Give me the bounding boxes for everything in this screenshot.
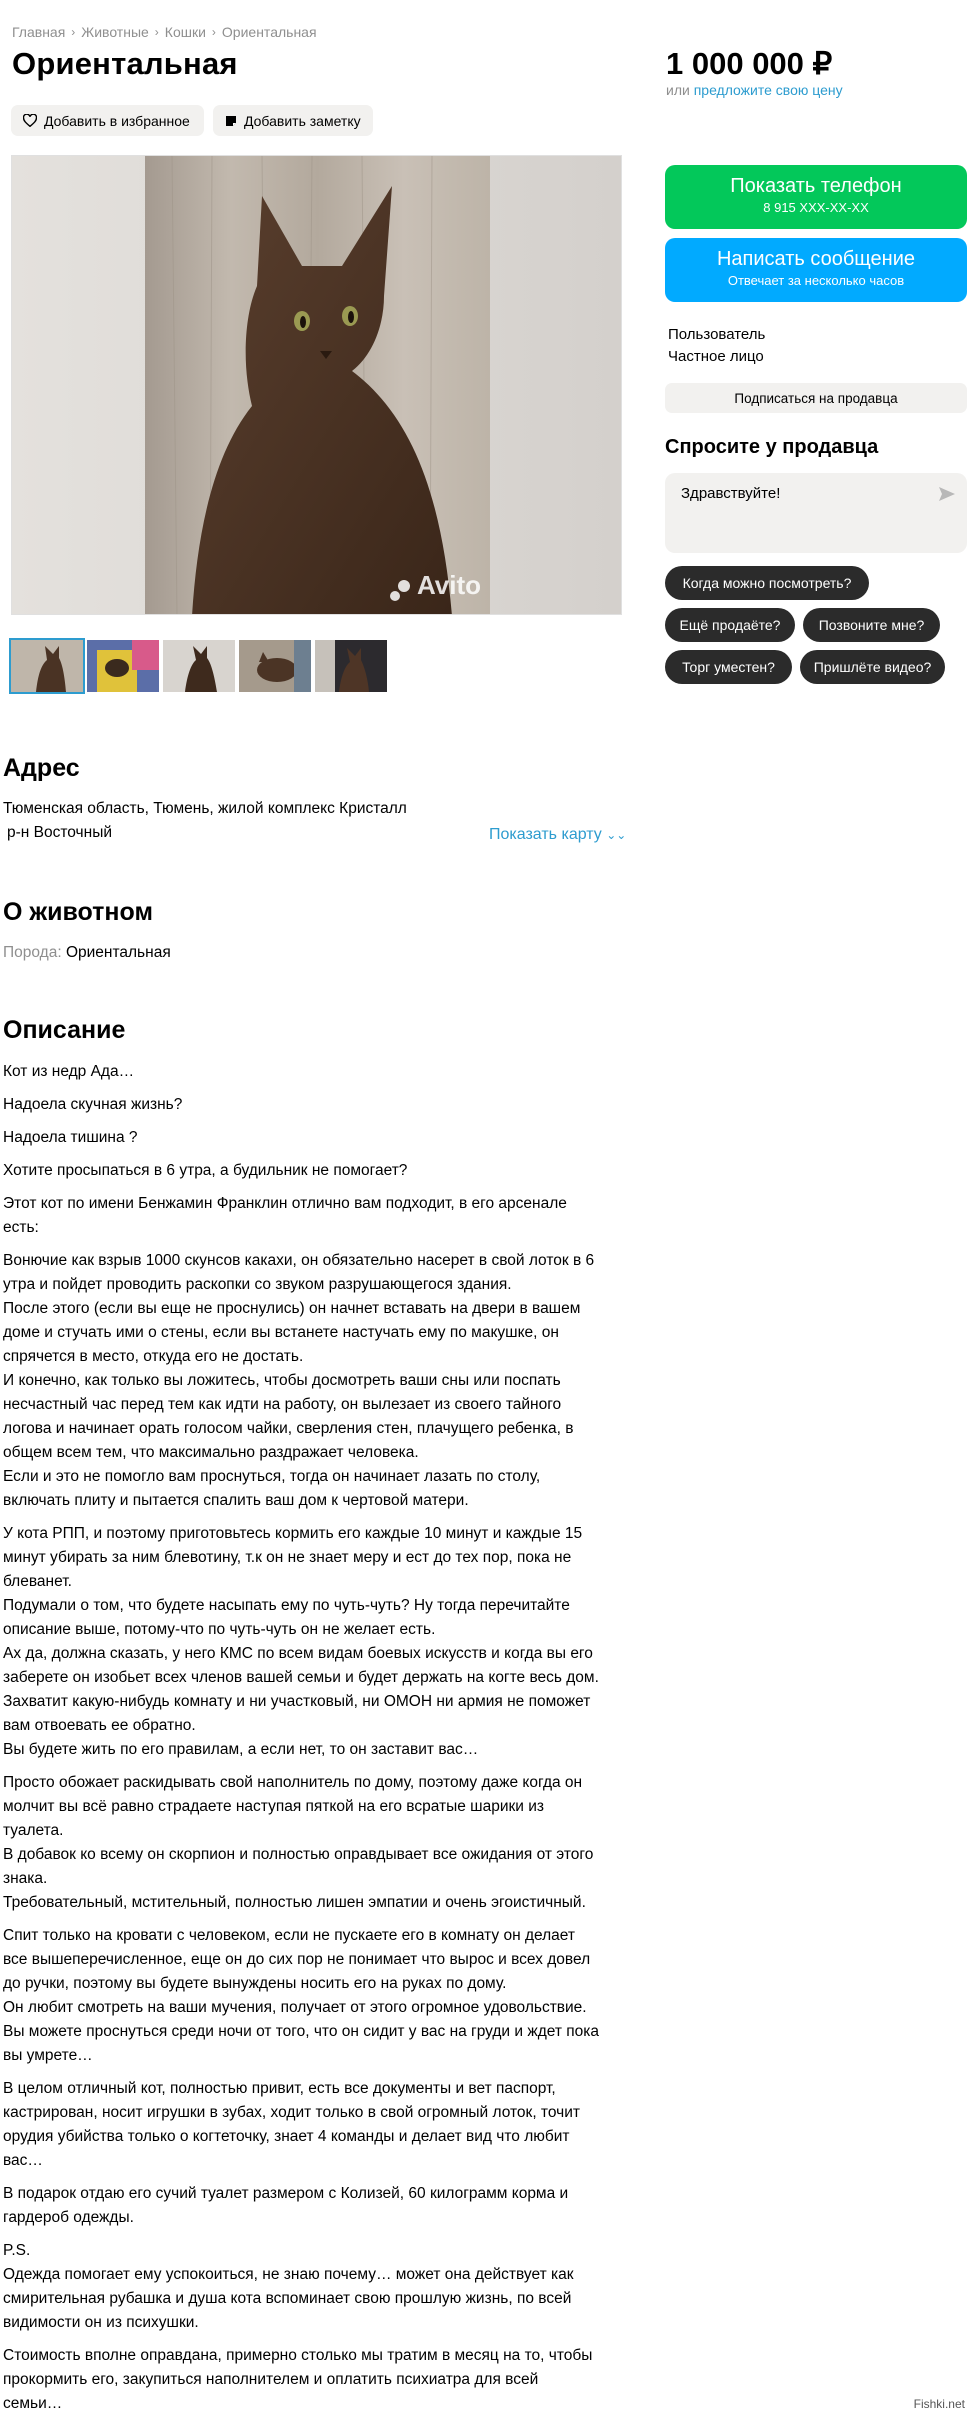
about-animal-heading: О животном <box>3 898 153 926</box>
suggestion-chip[interactable]: Позвоните мне? <box>803 608 940 642</box>
description-paragraph: В подарок отдаю его сучий туалет размером с Колизей, 60 килограмм корма и гардероб одежды. <box>3 2185 569 2226</box>
phone-masked: 8 915 XXX-XX-XX <box>763 200 869 215</box>
note-icon <box>225 115 237 127</box>
description-paragraph: У кота РПП, и поэтому приготовьтесь кормить его каждые 10 минут и каждые 15 минут убирать за ним блевотину, т.к он не знает меру и ест до тех пор, пока не блеванет. Подумали о том, что будете насыпать ему по чуть-чуть? Ну тогда перечитайте описание выше, потому-что по чуть-чуть он не желает есть. Ах да, должна сказать, у него КМС по всем видам боевых искусств и когда вы его заберете он изобьет всех членов вашей семьи и будет держать на когте весь дом. Захватит какую-нибудь комнату и ни участковый, ни ОМОН ни армия не поможет вам отвоевать ее обратно. Вы будете жить по его правилам, а если нет, то он заставит вас… <box>3 1525 599 1758</box>
description-paragraph: Просто обожает раскидывать свой наполнитель по дому, поэтому даже когда он молчит вы всё равно страдаете наступая пяткой на его всратые шарики из туалета. В добавок ко всему он скорпион и полностью оправдывает все ожидания от этого знака. Требовательный, мстительный, полностью лишен эмпатии и очень эгоистичный. <box>3 1774 594 1911</box>
description-paragraph: В целом отличный кот, полностью привит, есть все документы и вет паспорт, кастрирован, носит игрушки в зубах, ходит только в свой огромный лоток, точит орудия убийства только о когтеточку, знает 4 команды и делает вид что любит вас… <box>3 2080 580 2169</box>
ask-seller-input-value: Здравствуйте! <box>681 485 781 502</box>
avito-watermark: Avito <box>417 570 482 600</box>
thumbnail[interactable] <box>239 640 311 692</box>
breadcrumb-item[interactable]: Ориентальная <box>221 24 317 40</box>
price-offer <box>666 82 843 98</box>
show-phone-label: Показать телефон <box>730 175 902 197</box>
description-paragraph: Вонючие как взрыв 1000 скунсов какахи, он обязательно насерет в свой лоток в 6 утра и пойдет проводить раскопки со звуком разрушающегося здания. После этого (если вы еще не проснулись) он начнет вставать на двери в вашем доме и стучать ими о стены, если вы встанете настучать ему по макушке, он спрячется в место, откуда его не достать. И конечно, как только вы ложитесь, чтобы досмотреть ваши сны или поспать несчастный час перед тем как идти на работу, он вылезает из своего тайного логова и начинает орать голосом чайки, сверления стен, плачущего ребенка, в общем всем тем, что максимально раздражает человека. Если и это не помогло вам проснуться, тогда он начинает лазать по столу, включать плиту и пытается спалить ваш дом к чертовой матери. <box>3 1252 595 1509</box>
add-to-favorites-button[interactable] <box>11 105 204 136</box>
cat-photo <box>12 156 622 615</box>
suggestion-chip[interactable]: Когда можно посмотреть? <box>665 566 869 600</box>
suggestion-chip[interactable]: Ещё продаёте? <box>665 608 795 642</box>
thumbnail[interactable] <box>315 640 387 692</box>
district: р-н Восточный <box>7 824 112 841</box>
breed-value: Ориентальная <box>65 944 171 961</box>
thumbnail[interactable] <box>87 640 159 692</box>
chevron-down-icon: ⌄⌄ <box>606 828 627 842</box>
chevron-right-icon: › <box>211 25 216 39</box>
chevron-right-icon: › <box>154 25 159 39</box>
description-paragraph: Спит только на кровати с человеком, если не пускаете его в комнату он делает все вышеперечисленное, еще он до сих пор не понимает что вырос и всех довел до ручки, поэтому вы будете вынуждены носить его на руках по дому. Он любит смотреть на ваши мучения, получает от этого огромное удовольствие. Вы можете проснуться среди ночи от того, что он сидит у вас на груди и ждет пока вы умрете… <box>3 1927 600 2064</box>
description-paragraph: Хотите просыпаться в 6 утра, а будильник не помогает? <box>3 1162 408 1179</box>
ask-seller-title: Спросите у продавца <box>665 436 879 458</box>
show-phone-button[interactable] <box>665 165 967 229</box>
chevron-right-icon: › <box>71 25 76 39</box>
description-paragraph: Этот кот по имени Бенжамин Франклин отлично вам подходит, в его арсенале есть: <box>3 1195 567 1236</box>
suggestion-chip[interactable]: Торг уместен? <box>665 650 792 684</box>
main-photo[interactable] <box>11 155 622 615</box>
breadcrumb <box>12 24 317 40</box>
show-map-label: Показать карту <box>489 826 602 843</box>
add-to-favorites-label: Добавить в избранное <box>44 112 190 129</box>
seller-type: Частное лицо <box>668 348 764 365</box>
description-paragraph: Стоимость вполне оправдана, примерно столько мы тратим в месяц на то, чтобы прокормить его, закупиться наполнителем и оплатить психиатра для всей семьи… <box>3 2347 593 2412</box>
breed-label: Порода: <box>3 944 62 961</box>
address-heading: Адрес <box>3 754 80 782</box>
address-line: Тюменская область, Тюмень, жилой комплекс Кристалл <box>3 800 407 817</box>
description-heading: Описание <box>3 1016 126 1044</box>
write-message-button[interactable] <box>665 238 967 302</box>
show-map-link[interactable] <box>489 826 626 844</box>
price: 1 000 000 ₽ <box>666 46 833 81</box>
description-paragraph: Надоела скучная жизнь? <box>3 1096 183 1113</box>
page-title: Ориентальная <box>12 46 238 81</box>
description-paragraph: Кот из недр Ада… <box>3 1063 135 1080</box>
write-message-label: Написать сообщение <box>716 248 915 270</box>
send-icon[interactable] <box>939 487 955 501</box>
subscribe-seller-button[interactable]: Подписаться на продавца <box>665 383 967 413</box>
breadcrumb-item[interactable]: Кошки <box>164 24 206 40</box>
description-body <box>3 1060 613 2417</box>
add-note-button[interactable] <box>213 105 373 136</box>
thumbnail-strip <box>11 640 387 692</box>
thumbnail[interactable] <box>11 640 83 692</box>
add-note-label: Добавить заметку <box>244 112 361 129</box>
seller-name[interactable]: Пользователь <box>668 326 766 343</box>
ask-seller-input[interactable] <box>665 473 967 553</box>
breadcrumb-item[interactable]: Главная <box>12 24 66 40</box>
offer-price-link[interactable]: предложите свою цену <box>693 82 843 98</box>
suggestion-chip[interactable]: Пришлёте видео? <box>800 650 945 684</box>
thumbnail[interactable] <box>163 640 235 692</box>
site-watermark: Fishki.net <box>913 2397 965 2411</box>
heart-icon <box>23 114 37 127</box>
breadcrumb-item[interactable]: Животные <box>81 24 149 40</box>
breed-row <box>3 944 171 962</box>
price-offer-prefix: или <box>666 82 690 98</box>
description-paragraph: P.S. Одежда помогает ему успокоиться, не знаю почему… может она действует как смирительная рубашка и душа кота вспоминает свою прошлую жизнь, по всей видимости он из психушки. <box>3 2242 574 2331</box>
response-time: Отвечает за несколько часов <box>727 273 905 288</box>
description-paragraph: Надоела тишина ? <box>3 1129 138 1146</box>
